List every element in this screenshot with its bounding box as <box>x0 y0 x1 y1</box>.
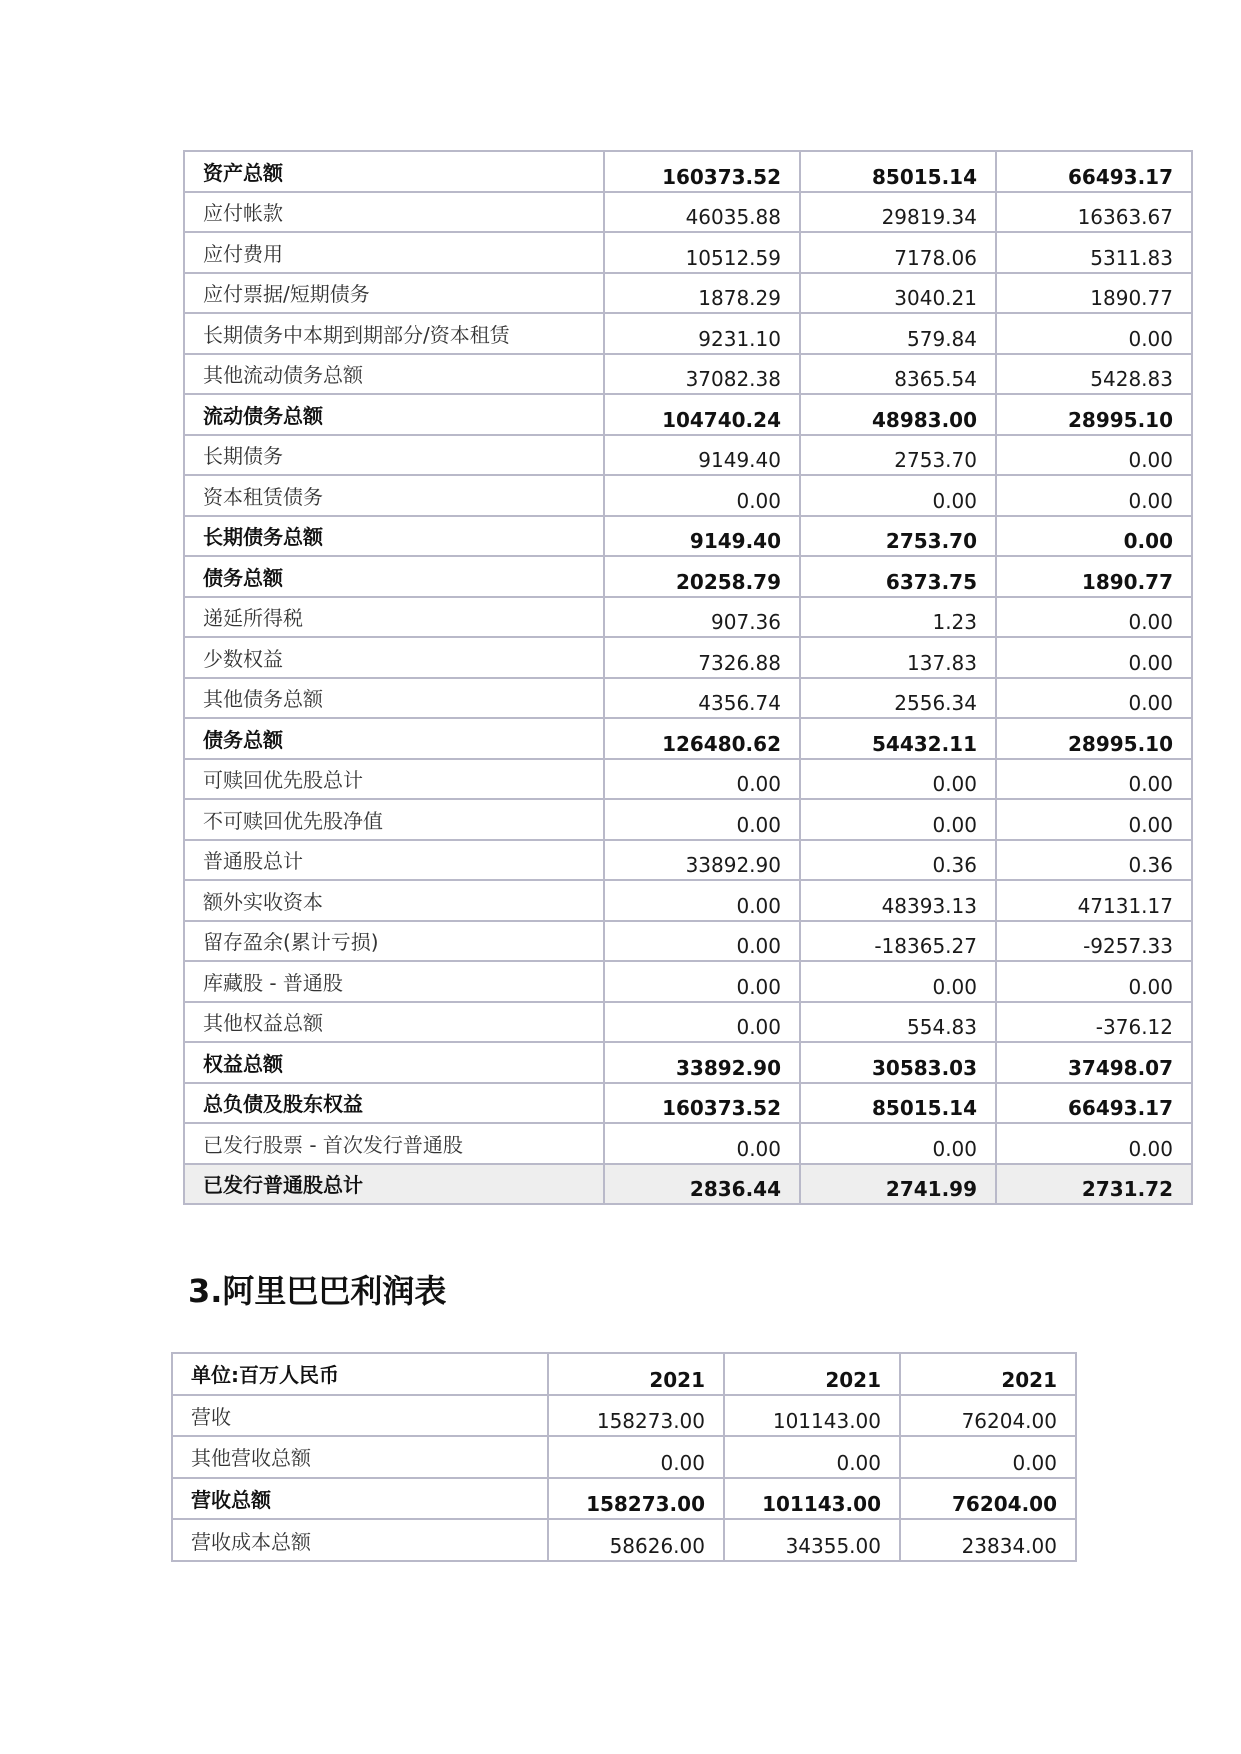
value-cell: 85015.14 <box>800 151 996 192</box>
row-label: 已发行股票 - 首次发行普通股 <box>184 1123 604 1164</box>
table-row <box>184 1083 1192 1124</box>
table-row <box>184 840 1192 881</box>
row-label: 营收 <box>172 1395 548 1437</box>
value-cell: 2741.99 <box>800 1164 996 1205</box>
unit-label: 单位:百万人民币 <box>172 1353 548 1395</box>
value-cell: 0.00 <box>604 475 800 516</box>
value-cell: 0.00 <box>996 961 1192 1002</box>
value-cell: 1890.77 <box>996 273 1192 314</box>
row-label: 已发行普通股总计 <box>184 1164 604 1205</box>
value-cell: 101143.00 <box>724 1395 900 1437</box>
value-cell: 0.00 <box>996 475 1192 516</box>
table-row <box>184 435 1192 476</box>
value-cell: 1890.77 <box>996 556 1192 597</box>
balance-sheet-body <box>184 151 1192 1204</box>
year-header: 2021 <box>724 1353 900 1395</box>
table-row <box>184 759 1192 800</box>
value-cell: 33892.90 <box>604 840 800 881</box>
value-cell: 0.00 <box>800 961 996 1002</box>
row-label: 营收总额 <box>172 1478 548 1520</box>
row-label: 债务总额 <box>184 718 604 759</box>
income-statement-body <box>172 1353 1076 1561</box>
value-cell: 0.00 <box>996 435 1192 476</box>
value-cell: 48983.00 <box>800 394 996 435</box>
value-cell: 0.36 <box>800 840 996 881</box>
value-cell: 9149.40 <box>604 435 800 476</box>
value-cell: 0.00 <box>604 759 800 800</box>
value-cell: 0.00 <box>996 1123 1192 1164</box>
value-cell: 2753.70 <box>800 435 996 476</box>
row-label: 库藏股 - 普通股 <box>184 961 604 1002</box>
value-cell: 0.00 <box>996 799 1192 840</box>
value-cell: -18365.27 <box>800 921 996 962</box>
table-row <box>184 273 1192 314</box>
value-cell: 2836.44 <box>604 1164 800 1205</box>
value-cell: 126480.62 <box>604 718 800 759</box>
value-cell: 23834.00 <box>900 1519 1076 1561</box>
balance-sheet-table <box>183 150 1193 1205</box>
table-row <box>184 354 1192 395</box>
value-cell: 47131.17 <box>996 880 1192 921</box>
table-row <box>184 232 1192 273</box>
table-row <box>184 1042 1192 1083</box>
year-header: 2021 <box>900 1353 1076 1395</box>
value-cell: 66493.17 <box>996 1083 1192 1124</box>
table-row <box>172 1519 1076 1561</box>
table-row <box>184 1123 1192 1164</box>
value-cell: 0.00 <box>800 799 996 840</box>
row-label: 应付票据/短期债务 <box>184 273 604 314</box>
value-cell: 66493.17 <box>996 151 1192 192</box>
value-cell: 0.00 <box>604 1123 800 1164</box>
income-statement-table <box>171 1352 1077 1562</box>
value-cell: 37498.07 <box>996 1042 1192 1083</box>
row-label: 其他流动债务总额 <box>184 354 604 395</box>
table-row <box>184 313 1192 354</box>
value-cell: 37082.38 <box>604 354 800 395</box>
value-cell: 54432.11 <box>800 718 996 759</box>
value-cell: 101143.00 <box>724 1478 900 1520</box>
row-label: 留存盈余(累计亏损) <box>184 921 604 962</box>
value-cell: 0.00 <box>800 475 996 516</box>
value-cell: -9257.33 <box>996 921 1192 962</box>
value-cell: 46035.88 <box>604 192 800 233</box>
row-label: 普通股总计 <box>184 840 604 881</box>
value-cell: 0.00 <box>604 880 800 921</box>
row-label: 其他债务总额 <box>184 678 604 719</box>
value-cell: 0.00 <box>800 1123 996 1164</box>
value-cell: 8365.54 <box>800 354 996 395</box>
value-cell: 48393.13 <box>800 880 996 921</box>
value-cell: 3040.21 <box>800 273 996 314</box>
value-cell: 9231.10 <box>604 313 800 354</box>
table-row <box>184 921 1192 962</box>
value-cell: 0.00 <box>996 516 1192 557</box>
value-cell: 30583.03 <box>800 1042 996 1083</box>
row-label: 总负债及股东权益 <box>184 1083 604 1124</box>
value-cell: 104740.24 <box>604 394 800 435</box>
value-cell: 0.00 <box>996 637 1192 678</box>
row-label: 递延所得税 <box>184 597 604 638</box>
value-cell: 160373.52 <box>604 1083 800 1124</box>
value-cell: 1878.29 <box>604 273 800 314</box>
value-cell: 16363.67 <box>996 192 1192 233</box>
value-cell: 4356.74 <box>604 678 800 719</box>
table-row <box>184 516 1192 557</box>
row-label: 额外实收资本 <box>184 880 604 921</box>
row-label: 债务总额 <box>184 556 604 597</box>
value-cell: 0.00 <box>996 678 1192 719</box>
value-cell: 0.00 <box>604 961 800 1002</box>
row-label: 权益总额 <box>184 1042 604 1083</box>
value-cell: 0.00 <box>604 1002 800 1043</box>
row-label: 少数权益 <box>184 637 604 678</box>
row-label: 长期债务总额 <box>184 516 604 557</box>
row-label: 资本租赁债务 <box>184 475 604 516</box>
value-cell: 10512.59 <box>604 232 800 273</box>
value-cell: 0.00 <box>800 759 996 800</box>
value-cell: 0.00 <box>996 313 1192 354</box>
row-label: 资产总额 <box>184 151 604 192</box>
table-row <box>184 1002 1192 1043</box>
value-cell: 7178.06 <box>800 232 996 273</box>
value-cell: 5428.83 <box>996 354 1192 395</box>
value-cell: 85015.14 <box>800 1083 996 1124</box>
value-cell: 2731.72 <box>996 1164 1192 1205</box>
value-cell: 28995.10 <box>996 718 1192 759</box>
value-cell: 7326.88 <box>604 637 800 678</box>
value-cell: 58626.00 <box>548 1519 724 1561</box>
table-row <box>184 637 1192 678</box>
row-label: 不可赎回优先股净值 <box>184 799 604 840</box>
value-cell: 29819.34 <box>800 192 996 233</box>
table-row <box>184 475 1192 516</box>
value-cell: 0.36 <box>996 840 1192 881</box>
table-row <box>184 597 1192 638</box>
row-label: 营收成本总额 <box>172 1519 548 1561</box>
row-label: 可赎回优先股总计 <box>184 759 604 800</box>
value-cell: 579.84 <box>800 313 996 354</box>
table-row <box>184 1164 1192 1205</box>
row-label: 长期债务 <box>184 435 604 476</box>
table-row <box>184 799 1192 840</box>
value-cell: 6373.75 <box>800 556 996 597</box>
table-row <box>184 151 1192 192</box>
value-cell: 76204.00 <box>900 1478 1076 1520</box>
table-row <box>184 556 1192 597</box>
income-statement-title: 3.阿里巴巴利润表 <box>188 1272 447 1310</box>
table-row <box>172 1395 1076 1437</box>
value-cell: 33892.90 <box>604 1042 800 1083</box>
value-cell: 160373.52 <box>604 151 800 192</box>
value-cell: 9149.40 <box>604 516 800 557</box>
value-cell: 76204.00 <box>900 1395 1076 1437</box>
value-cell: 907.36 <box>604 597 800 638</box>
row-label: 应付帐款 <box>184 192 604 233</box>
value-cell: 0.00 <box>604 921 800 962</box>
table-row <box>184 394 1192 435</box>
value-cell: 28995.10 <box>996 394 1192 435</box>
row-label: 流动债务总额 <box>184 394 604 435</box>
value-cell: -376.12 <box>996 1002 1192 1043</box>
value-cell: 0.00 <box>900 1436 1076 1478</box>
row-label: 应付费用 <box>184 232 604 273</box>
value-cell: 554.83 <box>800 1002 996 1043</box>
value-cell: 0.00 <box>724 1436 900 1478</box>
row-label: 长期债务中本期到期部分/资本租赁 <box>184 313 604 354</box>
table-row <box>184 718 1192 759</box>
value-cell: 34355.00 <box>724 1519 900 1561</box>
table-row <box>184 880 1192 921</box>
year-header: 2021 <box>548 1353 724 1395</box>
value-cell: 20258.79 <box>604 556 800 597</box>
row-label: 其他营收总额 <box>172 1436 548 1478</box>
value-cell: 1.23 <box>800 597 996 638</box>
value-cell: 0.00 <box>996 759 1192 800</box>
income-header-row <box>172 1353 1076 1395</box>
row-label: 其他权益总额 <box>184 1002 604 1043</box>
value-cell: 137.83 <box>800 637 996 678</box>
value-cell: 2556.34 <box>800 678 996 719</box>
table-row <box>172 1436 1076 1478</box>
value-cell: 158273.00 <box>548 1478 724 1520</box>
table-row <box>184 961 1192 1002</box>
value-cell: 0.00 <box>996 597 1192 638</box>
value-cell: 2753.70 <box>800 516 996 557</box>
value-cell: 0.00 <box>548 1436 724 1478</box>
value-cell: 0.00 <box>604 799 800 840</box>
table-row <box>172 1478 1076 1520</box>
table-row <box>184 192 1192 233</box>
table-row <box>184 678 1192 719</box>
value-cell: 158273.00 <box>548 1395 724 1437</box>
value-cell: 5311.83 <box>996 232 1192 273</box>
